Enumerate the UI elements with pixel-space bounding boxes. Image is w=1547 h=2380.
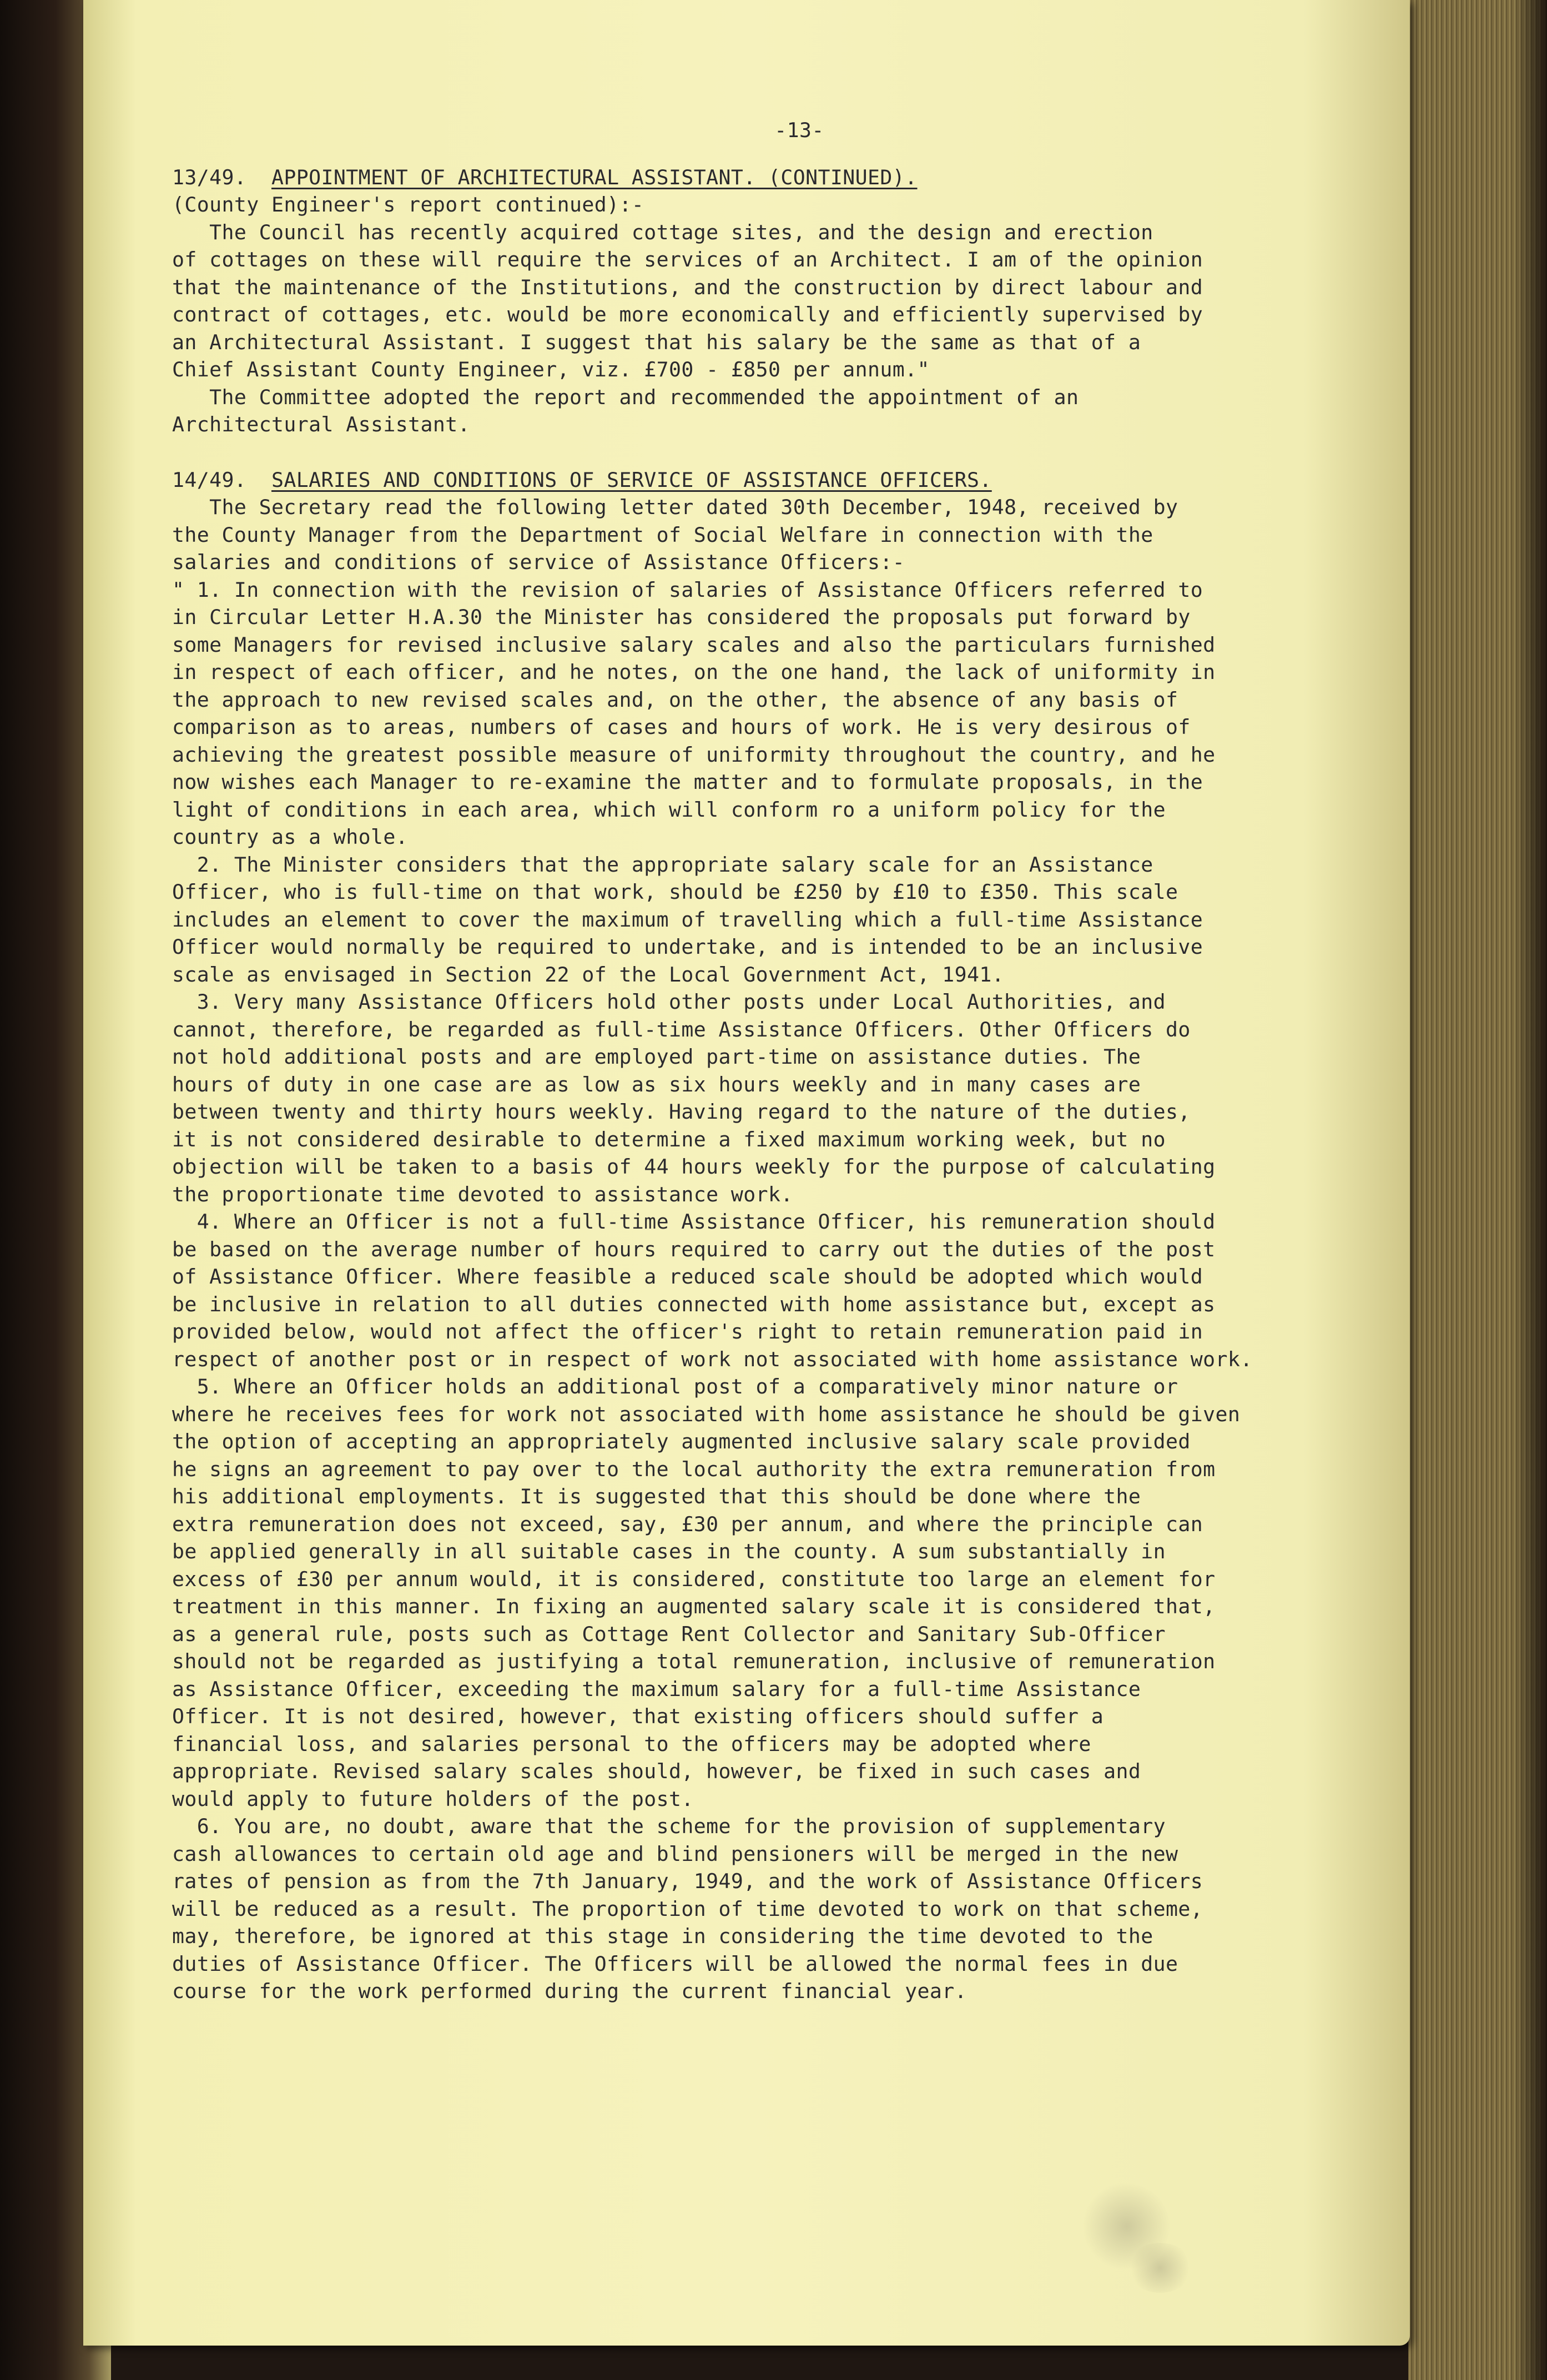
body-line: The Committee adopted the report and recommended the appointment of an	[172, 385, 1079, 409]
body-line: rates of pension as from the 7th January, 1949, and the work of Assistance Officers	[172, 1869, 1203, 1893]
body-line: The Council has recently acquired cottage sites, and the design and erection	[172, 220, 1153, 244]
section-number: 14/49.	[172, 467, 247, 492]
body-line: will be reduced as a result. The proportion of time devoted to work on that scheme,	[172, 1896, 1203, 1921]
body-line: his additional employments. It is suggested that this should be done where the	[172, 1485, 1141, 1508]
body-line: light of conditions in each area, which will conform ro a uniform policy for the	[172, 797, 1166, 822]
body-line: may, therefore, be ignored at this stage in considering the time devoted to the	[172, 1924, 1153, 1948]
body-line: as a general rule, posts such as Cottage Rent Collector and Sanitary Sub-Officer	[172, 1622, 1166, 1646]
body-line: The Secretary read the following letter dated 30th December, 1948, received by	[172, 495, 1178, 519]
page-stack-shadow	[1514, 0, 1547, 2380]
body-line: provided below, would not affect the officer's right to retain remuneration paid in	[172, 1320, 1203, 1344]
body-line: financial loss, and salaries personal to the officers may be adopted where	[172, 1732, 1091, 1756]
body-line: an Architectural Assistant. I suggest that his salary be the same as that of a	[172, 330, 1141, 354]
body-line: in respect of each officer, and he notes, on the one hand, the lack of uniformity in	[172, 660, 1216, 684]
body-line: 3. Very many Assistance Officers hold other posts under Local Authorities, and	[172, 990, 1166, 1014]
body-line: treatment in this manner. In fixing an augmented salary scale it is considered that,	[172, 1594, 1216, 1618]
body-line: as Assistance Officer, exceeding the maximum salary for a full-time Assistance	[172, 1677, 1141, 1701]
document-body	[172, 117, 1360, 2005]
body-line: country as a whole.	[172, 825, 409, 849]
body-line: Officer. It is not desired, however, that existing officers should suffer a	[172, 1704, 1104, 1728]
body-line: achieving the greatest possible measure of uniformity throughout the country, and he	[172, 742, 1216, 767]
body-line: should not be regarded as justifying a total remuneration, inclusive of remuneration	[172, 1649, 1216, 1673]
body-line: cannot, therefore, be regarded as full-time Assistance Officers. Other Officers do	[172, 1017, 1191, 1041]
body-line: be inclusive in relation to all duties connected with home assistance but, except as	[172, 1292, 1216, 1316]
body-line: the option of accepting an appropriately augmented inclusive salary scale provided	[172, 1430, 1191, 1453]
body-line: cash allowances to certain old age and blind pensioners will be merged in the new	[172, 1841, 1178, 1866]
body-line: objection will be taken to a basis of 44 hours weekly for the purpose of calculating	[172, 1155, 1216, 1179]
paper-sheet	[83, 0, 1410, 2346]
body-line: be based on the average number of hours required to carry out the duties of the post	[172, 1237, 1216, 1261]
body-line: not hold additional posts and are employed part-time on assistance duties. The	[172, 1045, 1141, 1069]
section-14-49	[172, 466, 1360, 2005]
body-line: appropriate. Revised salary scales should, however, be fixed in such cases and	[172, 1759, 1141, 1783]
body-line: now wishes each Manager to re-examine the matter and to formulate proposals, in the	[172, 770, 1203, 794]
body-line: Officer, who is full-time on that work, should be £250 by £10 to £350. This scale	[172, 880, 1178, 904]
body-line: of Assistance Officer. Where feasible a reduced scale should be adopted which would	[172, 1265, 1203, 1289]
page-number: -13-	[774, 118, 824, 142]
section-number: 13/49.	[172, 165, 247, 189]
body-line: some Managers for revised inclusive salary scales and also the particulars furnished	[172, 632, 1216, 657]
body-line: Chief Assistant County Engineer, viz. £700 - £850 per annum."	[172, 358, 930, 381]
body-line: duties of Assistance Officer. The Officers will be allowed the normal fees in due	[172, 1951, 1178, 1976]
body-line: the approach to new revised scales and, on the other, the absence of any basis of	[172, 687, 1178, 712]
body-line: the County Manager from the Department of Social Welfare in connection with the	[172, 522, 1153, 547]
body-line: includes an element to cover the maximum of travelling which a full-time Assistance	[172, 907, 1203, 932]
body-line: course for the work performed during the current financial year.	[172, 1979, 967, 2003]
body-line: excess of £30 per annum would, it is considered, constitute too large an element for	[172, 1567, 1216, 1591]
body-line: in Circular Letter H.A.30 the Minister has considered the proposals put forward by	[172, 605, 1191, 629]
body-line: it is not considered desirable to determine a fixed maximum working week, but no	[172, 1127, 1166, 1151]
body-line: 4. Where an Officer is not a full-time Assistance Officer, his remuneration should	[172, 1210, 1216, 1234]
body-line: Architectural Assistant.	[172, 412, 470, 436]
section-title: SALARIES AND CONDITIONS OF SERVICE OF ASSISTANCE OFFICERS.	[271, 467, 992, 492]
body-line: be applied generally in all suitable cases in the county. A sum substantially in	[172, 1539, 1166, 1563]
body-line: hours of duty in one case are as low as six hours weekly and in many cases are	[172, 1072, 1141, 1096]
body-line: Officer would normally be required to undertake, and is intended to be an inclusive	[172, 935, 1203, 959]
body-line: the proportionate time devoted to assistance work.	[172, 1182, 793, 1206]
section-heading	[172, 466, 1360, 494]
body-line: 6. You are, no doubt, aware that the scheme for the provision of supplementary	[172, 1814, 1166, 1838]
body-line: contract of cottages, etc. would be more economically and efficiently supervised by	[172, 303, 1203, 326]
body-line: would apply to future holders of the post.	[172, 1787, 694, 1811]
body-line: where he receives fees for work not associated with home assistance he should be given	[172, 1402, 1241, 1426]
body-line: comparison as to areas, numbers of cases and hours of work. He is very desirous of	[172, 715, 1191, 739]
body-line: extra remuneration does not exceed, say, £30 per annum, and where the principle can	[172, 1512, 1203, 1536]
section-title: APPOINTMENT OF ARCHITECTURAL ASSISTANT. (CONTINUED).	[271, 165, 918, 189]
body-line: he signs an agreement to pay over to the local authority the extra remuneration from	[172, 1457, 1216, 1481]
body-line: " 1. In connection with the revision of salaries of Assistance Officers referred to	[172, 577, 1203, 602]
section-heading	[172, 164, 1360, 192]
body-line: that the maintenance of the Institutions, and the construction by direct labour and	[172, 275, 1203, 299]
ink-smudge	[1127, 2243, 1193, 2293]
body-line: 2. The Minister considers that the appropriate salary scale for an Assistance	[172, 852, 1153, 877]
body-line: respect of another post or in respect of work not associated with home assistance work.	[172, 1347, 1253, 1371]
body-line: between twenty and thirty hours weekly. Having regard to the nature of the duties,	[172, 1100, 1191, 1124]
body-line: (County Engineer's report continued):-	[172, 193, 644, 217]
body-line: of cottages on these will require the services of an Architect. I am of the opinion	[172, 248, 1203, 271]
section-gap	[172, 439, 1360, 466]
body-line: salaries and conditions of service of Assistance Officers:-	[172, 550, 905, 574]
body-line: 5. Where an Officer holds an additional post of a comparatively minor nature or	[172, 1375, 1178, 1398]
body-line: scale as envisaged in Section 22 of the Local Government Act, 1941.	[172, 962, 1005, 987]
section-13-49	[172, 164, 1360, 439]
